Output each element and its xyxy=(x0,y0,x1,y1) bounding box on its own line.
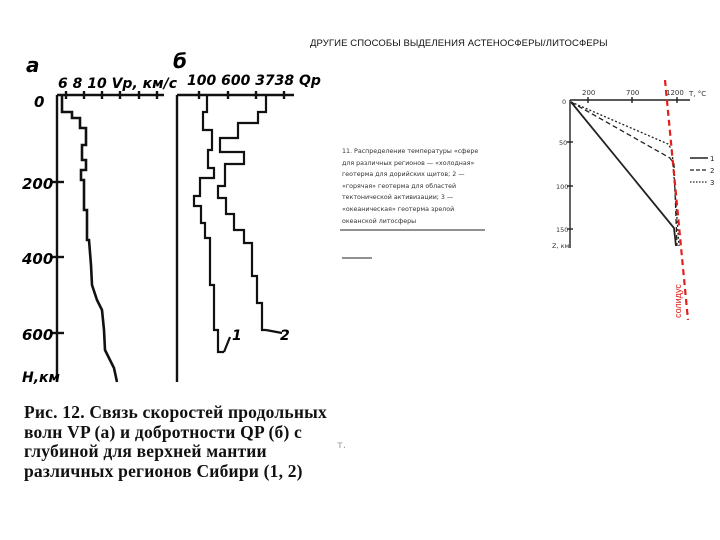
geotherm-curve-3 xyxy=(571,102,679,246)
legend-label-1: 1 xyxy=(710,155,715,163)
legend-label-3: 3 xyxy=(710,179,715,187)
right-figure-caption: 11. Распределение температуры «сфере для различных регионов — «холодная» геотерма для дорийских щитов; 2 — «горячая» геотерма для областей тектонической активизации; 3 — «океаническая» геотерма зрелой океанской литосферы xyxy=(342,148,479,225)
geotherm-y-tick-50: 50 xyxy=(559,139,568,147)
depth-unit-label: Н,км xyxy=(22,370,60,386)
curve-label-2: 2 xyxy=(280,328,290,344)
geotherm-x-tick-200: 200 xyxy=(582,89,596,97)
depth-tick-0: 0 xyxy=(34,93,45,111)
panel-a-label: а xyxy=(26,53,40,77)
geotherm-x-tick-1200: 1200 xyxy=(666,89,684,97)
solidus-line xyxy=(665,80,688,320)
solidus-label: солидус xyxy=(673,284,683,318)
geotherm-x-label: T, °C xyxy=(689,90,707,98)
geotherm-y-tick-0: 0 xyxy=(562,98,567,106)
geotherm-curve-1 xyxy=(571,102,676,246)
depth-tick-200: 200 xyxy=(22,175,54,193)
panel-b-label: б xyxy=(173,49,187,73)
depth-tick-600: 600 xyxy=(22,326,54,344)
geotherm-curve-2 xyxy=(571,102,677,246)
depth-tick-400: 400 xyxy=(22,250,54,268)
caption-text: Рис. 12. Связь скоростей продольных волн VP (а) и добротности QP (б) с глубиной для верхней мантии различных регионов Сибири (1, 2) xyxy=(24,402,327,481)
side-mark: т. xyxy=(337,440,347,451)
q-axis-label: 100 600 3738 Qp xyxy=(187,73,321,89)
curve-label-1: 1 xyxy=(232,328,242,344)
slide-title: ДРУГИЕ СПОСОБЫ ВЫДЕЛЕНИЯ АСТЕНОСФЕРЫ/ЛИТОСФЕРЫ xyxy=(310,38,608,49)
vp-axis-label: 6 8 10 Vp, км/с xyxy=(58,76,177,92)
legend-label-2: 2 xyxy=(710,167,715,175)
geotherm-y-tick-150: 150 xyxy=(556,226,569,234)
geotherm-y-label: Z, км xyxy=(552,242,570,250)
geotherm-y-tick-100: 100 xyxy=(556,183,569,191)
geotherm-x-tick-700: 700 xyxy=(626,89,640,97)
